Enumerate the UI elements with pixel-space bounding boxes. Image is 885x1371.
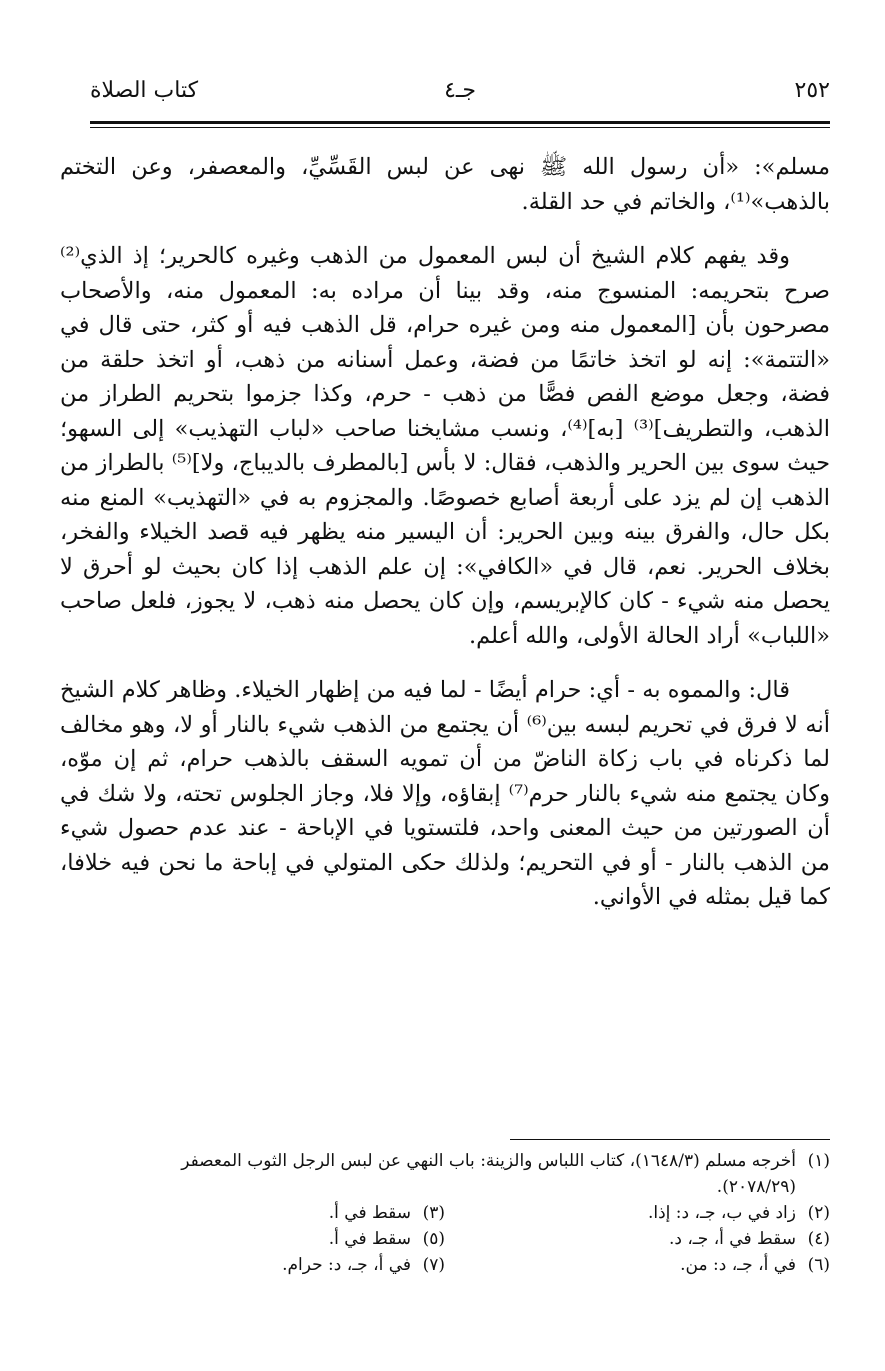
footnote-row (60, 1148, 830, 1174)
footnote-4 (445, 1226, 830, 1252)
footnote-text: (٢٠٧٨/٢٩). (716, 1177, 796, 1197)
footnote-text: سقط في أ، جـ، د. (668, 1229, 796, 1249)
footnote-separator (510, 1139, 830, 1140)
volume-label: جـ٤ (444, 78, 476, 103)
footnote-1-continuation (60, 1174, 830, 1200)
footnote-text: سقط في أ. (328, 1203, 411, 1223)
footnote-2 (445, 1200, 830, 1226)
footnote-6 (445, 1252, 830, 1278)
header-rule-thick (90, 121, 830, 124)
page-header (90, 78, 830, 118)
footnote-number: (٦) (807, 1255, 830, 1275)
footnote-number: (١) (807, 1151, 830, 1171)
footnote-row (60, 1226, 830, 1252)
paragraph-text: قال: والمموه به - أي: حرام أيضًا - لما فيه من إظهار الخيلاء. وظاهر كلام الشيخ أنه لا فرق في تحريم لبسه بين⁽⁶⁾ أن يجتمع من الذهب شيء بالنار أو لا، وهو مخالف لما ذكرناه في باب زكاة الناضّ من أن تمويه السقف بالذهب حرام، ثم إن موّه، وكان يجتمع منه شيء بالنار حرم⁽⁷⁾ إبقاؤه، وإلا فلا، وجاز الجلوس تحته، ولا شك في أن الصورتين من حيث المعنى واحد، فلتستويا في الإباحة - عند عدم حصول شيء من الذهب بالنار - أو في التحريم؛ ولذلك حكى المتولي في إباحة ما نحن فيه خلافا، كما قيل بمثله في الأواني. (60, 677, 831, 910)
footnote-text: أخرجه مسلم (١٦٤٨/٣)، كتاب اللباس والزينة: باب النهي عن لبس الرجل الثوب المعصفر (181, 1151, 796, 1171)
paragraph-3 (60, 673, 830, 915)
paragraph-1 (60, 150, 830, 219)
footnote-text: في أ، جـ، د: حرام. (282, 1255, 411, 1275)
paragraph-2 (60, 239, 830, 653)
footnote-number: (٣) (422, 1203, 445, 1223)
footnote-number: (٧) (422, 1255, 445, 1275)
paragraph-text: وقد يفهم كلام الشيخ أن لبس المعمول من الذهب وغيره كالحرير؛ إذ الذي⁽²⁾ صرح بتحريمه: المنسوج منه، وقد بينا أن مراده به: المعمول منه، والأصحاب مصرحون بأن [المعمول منه ومن غيره حرام، قل الذهب فيه أو كثر، حتى قال في «التتمة»: إنه لو اتخذ خاتمًا من فضة، وعمل أسنانه من ذهب، أو اتخذ حلقة من فضة، وجعل موضع الفص فصًّا من ذهب - حرم، وكذا جزموا بتحريم الطراز من الذهب، والتطريف]⁽³⁾ [به]⁽⁴⁾، ونسب مشايخنا صاحب «لباب التهذيب» إلى السهو؛ حيث سوى بين الحرير والذهب، فقال: لا بأس [بالمطرف بالديباج، ولا]⁽⁵⁾ بالطراز من الذهب إن لم يزد على أربعة أصابع خصوصًا. والمجزوم به في «التهذيب» المنع منه بكل حال، والفرق بينه وبين الحرير: أن اليسير منه يظهر فيه قصد الخيلاء والفخر، بخلاف الحرير. نعم، قال في «الكافي»: إن علم الذهب إذا كان بحيث لو أحرق لا يحصل منه شيء - كان كالإبريسم، وإن كان يحصل منه ذهب، لا يجوز، فلعل صاحب «اللباب» أراد الحالة الأولى، والله أعلم. (60, 243, 831, 649)
footnote-text: في أ، جـ، د: من. (680, 1255, 796, 1275)
header-rule-thin (90, 127, 830, 128)
footnote-number: (٥) (422, 1229, 445, 1249)
main-text (60, 150, 830, 915)
page-number: ٢٥٢ (794, 78, 830, 103)
footnote-number: (٤) (807, 1229, 830, 1249)
paragraph-text: مسلم»: «أن رسول الله ﷺ نهى عن لبس القَسِّيِّ، والمعصفر، وعن التختم بالذهب»⁽¹⁾، والخاتم في حد القلة. (60, 154, 830, 215)
footnote-number: (٢) (807, 1203, 830, 1223)
footnote-1 (60, 1148, 830, 1174)
footnote-5 (60, 1226, 445, 1252)
footnote-3 (60, 1200, 445, 1226)
footnote-row (60, 1200, 830, 1226)
footnote-text: زاد في ب، جـ، د: إذا. (647, 1203, 796, 1223)
book-title: كتاب الصلاة (90, 78, 199, 103)
footnotes (60, 1148, 830, 1278)
footnote-text: سقط في أ. (328, 1229, 411, 1249)
footnote-7 (60, 1252, 445, 1278)
footnote-row (60, 1252, 830, 1278)
